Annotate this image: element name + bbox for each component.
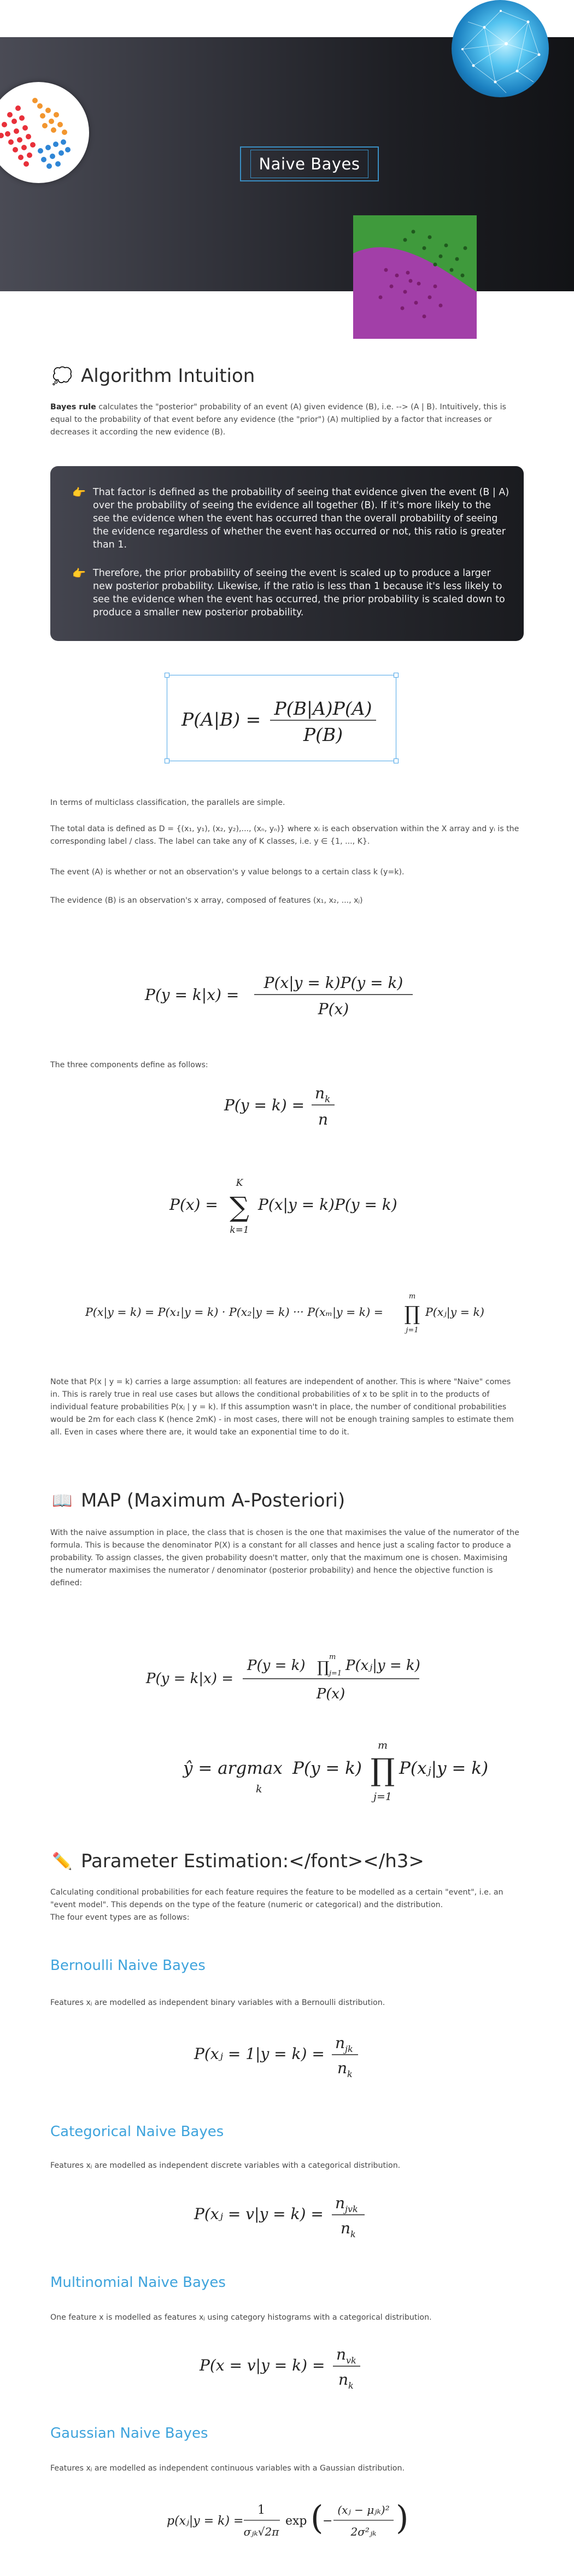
gaussian-desc: Features xⱼ are modelled as independent continuous variables with a Gaussian distribution. bbox=[50, 2464, 405, 2473]
posterior-lhs: P(y = k|x) = bbox=[145, 986, 239, 1004]
bernoulli-denominator: n bbox=[337, 2059, 348, 2077]
argmax-formula bbox=[180, 1737, 489, 1808]
categorical-heading: Categorical Naive Bayes bbox=[50, 2124, 224, 2140]
evidence-formula-svg bbox=[164, 1174, 410, 1239]
prior-denominator: n bbox=[318, 1110, 329, 1128]
pencil-icon: ✏️ bbox=[52, 1851, 73, 1871]
bernoulli-formula bbox=[189, 2028, 385, 2083]
map-heading-text: MAP (Maximum A-Posteriori) bbox=[81, 1490, 345, 1512]
thought-bubble-icon: 💭 bbox=[52, 366, 73, 386]
evidence-lhs: P(x) = bbox=[169, 1196, 218, 1214]
bernoulli-lhs: P(xⱼ = 1|y = k) = bbox=[194, 2045, 325, 2063]
map-posterior-formula bbox=[143, 1649, 427, 1709]
gaussian-inner-denominator: 2σ²ⱼₖ bbox=[350, 2525, 377, 2538]
bernoulli-desc: Features xⱼ are modelled as independent binary variables with a Bernoulli distribution. bbox=[50, 1998, 385, 2007]
categorical-numerator: n bbox=[335, 2194, 345, 2212]
argmax-mid: P(y = k) bbox=[292, 1758, 362, 1778]
map-posterior-lhs: P(y = k|x) = bbox=[146, 1671, 234, 1687]
categorical-lhs: P(xⱼ = v|y = k) = bbox=[194, 2205, 324, 2223]
callout-bullet-2 bbox=[72, 567, 509, 619]
categorical-formula bbox=[189, 2189, 391, 2243]
product-symbol: ∏ bbox=[317, 1658, 330, 1676]
intuition-callout-box bbox=[50, 466, 524, 641]
resize-handle bbox=[394, 758, 399, 763]
bernoulli-formula-svg bbox=[189, 2028, 385, 2083]
map-posterior-denominator: P(x) bbox=[316, 1686, 345, 1702]
bayes-denominator: P(B) bbox=[303, 724, 343, 745]
posterior-numerator: P(x|y = k)P(y = k) bbox=[263, 974, 403, 992]
callout-bullet-1-text: That factor is defined as the probability of seeing that evidence given the event (B | A) over the probability of seeing the evidence all together (B). If it's more likely to the see the evidence when the event has occurred than the overall probability of seeing the evidence regardless of whether the event has occurred or not, this ratio is greater than 1. bbox=[93, 487, 509, 550]
callout-bullet-2-text: Therefore, the prior probability of seeing the event is scaled up to produce a larger new posterior probability. Likewise, if the ratio is less than 1 because it's less likely to see the evidence when the event has occurred, the prior probability is scaled down to produce a smaller new posterior probability. bbox=[93, 568, 505, 618]
naive-assumption-note: Note that P(x | y = k) carries a large assumption: all features are independent of another. This is where "Naive" comes in. This is rarely true in real use cases but allows the conditional probabilities of x to be split in to the products of individual feature probabilities P(xⱼ | y = k). If this assumption wasn't in place, the number of conditional probabilities would be 2m for each class K (hence 2mK) - in most cases, there will not be enough training samples to estimate them all. Even in cases where there are, it would take an exponential time to do it. bbox=[50, 1378, 514, 1437]
gaussian-heading: Gaussian Naive Bayes bbox=[50, 2425, 208, 2442]
map-heading bbox=[50, 1490, 345, 1512]
pointing-hand-icon: 👉 bbox=[72, 567, 86, 580]
gaussian-lhs: p(xⱼ|y = k) = bbox=[167, 2514, 244, 2528]
multinomial-numerator-sub: vk bbox=[346, 2355, 356, 2366]
product-symbol: ∏ bbox=[370, 1752, 395, 1788]
prior-numerator: n bbox=[315, 1084, 325, 1102]
network-svg bbox=[452, 0, 549, 97]
summation-symbol: ∑ bbox=[230, 1191, 249, 1223]
param-heading bbox=[50, 1850, 424, 1872]
evidence-rhs: P(x|y = k)P(y = k) bbox=[258, 1196, 397, 1214]
multinomial-denominator-sub: k bbox=[348, 2380, 354, 2391]
likelihood-prod-bottom: j=1 bbox=[406, 1326, 419, 1334]
multiclass-text: In terms of multiclass classification, the parallels are simple. bbox=[50, 798, 285, 807]
map-posterior-prod-bottom: j=1 bbox=[329, 1669, 342, 1678]
gaussian-exp: exp bbox=[285, 2514, 307, 2528]
resize-handle bbox=[165, 673, 169, 678]
gaussian-formula-svg bbox=[164, 2492, 415, 2552]
prior-lhs: P(y = k) = bbox=[224, 1096, 305, 1114]
map-text: With the naive assumption in place, the class that is chosen is the one that maximises the value of the numerator of the formula. This is because the denominator P(X) is a constant for all classes and hence just a scaling factor to produce a probability. To assign classes, the given probability doesn't matter, only that the maximum one is chosen. Maximising the numerator maximises the numerator / denominator (posterior probability) and hence the objective function is defined: bbox=[50, 1528, 519, 1587]
likelihood-lhs: P(x|y = k) = P(x₁|y = k) · P(x₂|y = k) ··· P(xₘ|y = k) = bbox=[85, 1305, 383, 1319]
bernoulli-heading: Bernoulli Naive Bayes bbox=[50, 1957, 206, 1974]
argmax-formula-svg bbox=[180, 1737, 489, 1808]
categorical-numerator-sub: jvk bbox=[345, 2204, 358, 2214]
evidence-sum-bottom: k=1 bbox=[230, 1225, 249, 1236]
right-paren: ) bbox=[396, 2499, 409, 2537]
open-book-icon: 📖 bbox=[52, 1491, 73, 1510]
callout-bullet-1 bbox=[72, 486, 509, 551]
components-text: The three components define as follows: bbox=[50, 1061, 208, 1069]
param-heading-text: Parameter Estimation:</font></h3> bbox=[81, 1850, 424, 1872]
param-text-1: Calculating conditional probabilities for each feature requires the feature to be modelled as a certain "event", i.e. an "event model". This depends on the type of the feature (numeric or categorical) and the distribution. bbox=[50, 1888, 503, 1909]
classification-svg bbox=[353, 215, 477, 339]
resize-handle bbox=[394, 673, 399, 678]
likelihood-formula bbox=[85, 1289, 490, 1338]
intuition-heading bbox=[50, 365, 255, 387]
evidence-sum-top: K bbox=[236, 1178, 243, 1189]
intuition-intro bbox=[50, 401, 520, 439]
map-posterior-formula-svg bbox=[143, 1649, 427, 1709]
evidence-b-text: The evidence (B) is an observation's x array, composed of features (x₁, x₂, ..., xⱼ) bbox=[50, 896, 363, 905]
categorical-desc: Features xⱼ are modelled as independent discrete variables with a categorical distribution. bbox=[50, 2161, 401, 2170]
gaussian-inner-numerator: (xⱼ − μⱼₖ)² bbox=[337, 2503, 390, 2516]
gaussian-denominator: σⱼₖ√2π bbox=[243, 2525, 279, 2538]
categorical-denominator: n bbox=[341, 2219, 351, 2237]
categorical-denominator-sub: k bbox=[350, 2229, 356, 2239]
resize-handle bbox=[165, 758, 169, 763]
classification-illustration bbox=[353, 215, 477, 339]
argmax-prod-bottom: j=1 bbox=[373, 1791, 392, 1803]
scatter-dots-svg bbox=[0, 82, 89, 183]
prior-numerator-sub: k bbox=[325, 1094, 331, 1105]
bayes-lhs: P(A|B) = bbox=[181, 709, 261, 730]
gaussian-minus: − bbox=[323, 2514, 333, 2528]
multinomial-desc: One feature x is modelled as features xⱼ using category histograms with a categorical distribution. bbox=[50, 2313, 432, 2322]
multinomial-formula-svg bbox=[194, 2340, 385, 2395]
bayes-formula bbox=[167, 675, 397, 762]
event-a-text: The event (A) is whether or not an observation's y value belongs to a certain class k (y=k). bbox=[50, 868, 405, 877]
posterior-formula-svg bbox=[139, 966, 424, 1026]
argmax-sub: k bbox=[256, 1783, 262, 1795]
likelihood-prod-top: m bbox=[408, 1292, 416, 1301]
likelihood-rhs: P(xⱼ|y = k) bbox=[425, 1305, 484, 1319]
network-illustration bbox=[452, 0, 549, 97]
bernoulli-numerator: n bbox=[335, 2034, 345, 2052]
intuition-intro-text: calculates the "posterior" probability of an event (A) given evidence (B), i.e. --> (A | B). Intuitively, this is equal to the probability of that event before any evidence (the "prior") (A) multiplied by a factor that increases or decreases it according the new evidence (B). bbox=[50, 403, 506, 437]
categorical-formula-svg bbox=[189, 2189, 391, 2243]
map-posterior-num-a: P(y = k) bbox=[247, 1657, 306, 1674]
prior-formula-svg bbox=[219, 1077, 372, 1137]
param-text-2: The four event types are as follows: bbox=[50, 1913, 190, 1922]
intuition-heading-text: Algorithm Intuition bbox=[81, 365, 255, 387]
evidence-formula bbox=[164, 1174, 410, 1239]
hero-title-frame bbox=[240, 146, 379, 181]
likelihood-formula-svg bbox=[85, 1289, 490, 1338]
bernoulli-denominator-sub: k bbox=[347, 2069, 353, 2079]
product-symbol: ∏ bbox=[404, 1303, 420, 1325]
multinomial-denominator: n bbox=[338, 2371, 349, 2389]
bernoulli-numerator-sub: jk bbox=[345, 2044, 353, 2054]
prior-formula bbox=[219, 1077, 372, 1137]
multinomial-lhs: P(x = v|y = k) = bbox=[200, 2356, 325, 2374]
scatter-dots-illustration bbox=[0, 82, 89, 183]
multinomial-formula bbox=[194, 2340, 385, 2395]
posterior-denominator: P(x) bbox=[318, 1000, 349, 1018]
gaussian-numerator: 1 bbox=[257, 2503, 265, 2517]
hero-title: Naive Bayes bbox=[250, 150, 368, 178]
bayes-numerator: P(B|A)P(A) bbox=[274, 698, 372, 719]
map-posterior-num-b: P(xⱼ|y = k) bbox=[345, 1657, 420, 1674]
pointing-hand-icon: 👉 bbox=[72, 486, 86, 499]
total-data-text: The total data is defined as D = {(x₁, y₁), (x₂, y₂),..., (xₙ, yₙ)} where xᵢ is each observation within the X array and yᵢ is the corresponding label / class. The label can take any of K classes, i.e. y ∈ {1, ..., K}. bbox=[50, 825, 519, 846]
multinomial-numerator: n bbox=[336, 2345, 347, 2363]
bayes-formula-frame bbox=[167, 675, 396, 761]
argmax-lhs: ŷ = argmax bbox=[183, 1758, 283, 1778]
argmax-prod-top: m bbox=[377, 1739, 388, 1751]
map-posterior-prod-top: m bbox=[329, 1653, 336, 1661]
argmax-rhs: P(xⱼ|y = k) bbox=[399, 1758, 489, 1778]
multinomial-heading: Multinomial Naive Bayes bbox=[50, 2274, 226, 2291]
posterior-formula bbox=[139, 966, 424, 1026]
left-paren: ( bbox=[311, 2499, 324, 2537]
gaussian-formula bbox=[164, 2492, 415, 2552]
bayes-rule-bold: Bayes rule bbox=[50, 403, 96, 411]
